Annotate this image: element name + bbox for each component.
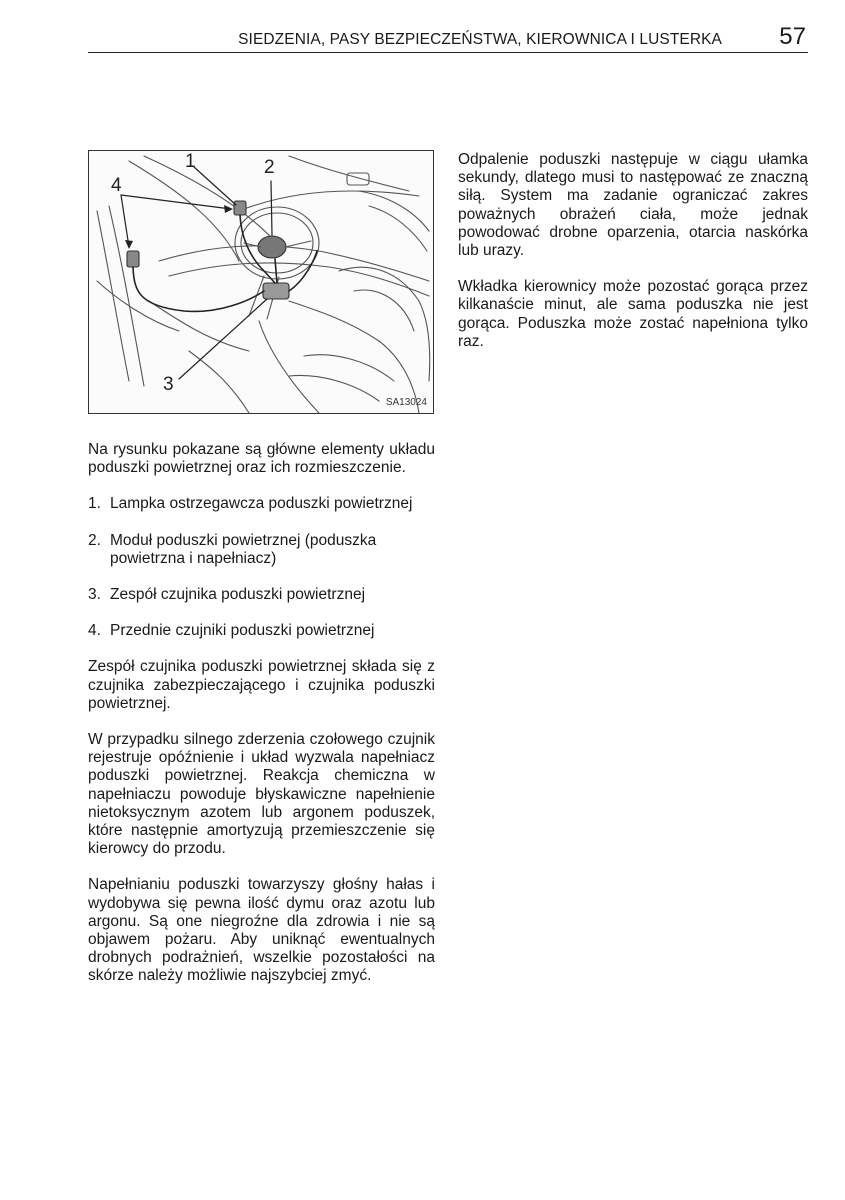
- collision-paragraph: W przypadku silnego zderzenia czołowego czujnik rejestruje opóźnienie i układ wyzwala napełniacz poduszki powietrznej. Reakcja chemiczna w napełniaczu powoduje błyskawiczne napełnienie nietoksycznym azotem lub argonem poduszek, które następnie amortyzują przemieszczenie się kierowcy do przodu.: [88, 731, 435, 858]
- list-item-number: 3.: [88, 586, 101, 604]
- inflation-paragraph: Napełnianiu poduszki towarzyszy głośny hałas i wydobywa się pewna ilość dymu oraz azotu lub argonu. Są one niegroźne dla zdrowia i nie są objawem pożaru. Aby uniknąć ewentualnych drobnych podrażnień, wszelkie pozostałości na skórze należy możliwie najszybciej zmyć.: [88, 876, 435, 985]
- callout-1: 1: [185, 151, 196, 172]
- list-item: [88, 586, 435, 604]
- header-title: SIEDZENIA, PASY BEZPIECZEŃSTWA, KIEROWNICA I LUSTERKA: [238, 31, 722, 48]
- list-item-text: Moduł poduszki powietrznej (poduszka powietrzna i napełniacz): [110, 531, 377, 567]
- callout-2: 2: [264, 157, 275, 178]
- list-item: [88, 495, 435, 513]
- left-column: [88, 441, 435, 1004]
- page-number: 57: [779, 23, 806, 50]
- callout-4: 4: [111, 175, 122, 196]
- right-column: [458, 151, 808, 369]
- page-header: [88, 23, 808, 53]
- list-item: [88, 622, 435, 640]
- list-item-text: Lampka ostrzegawcza poduszki powietrznej: [110, 495, 413, 513]
- intro-paragraph: Na rysunku pokazane są główne elementy układu poduszki powietrznej oraz ich rozmieszczenie.: [88, 441, 435, 477]
- airbag-diagram-drawing: [89, 151, 433, 413]
- sensor-paragraph: Zespół czujnika poduszki powietrznej składa się z czujnika zabezpieczającego i czujnika poduszki powietrznej.: [88, 658, 435, 712]
- airbag-diagram: [88, 150, 434, 414]
- list-item-number: 4.: [88, 622, 101, 640]
- callout-3: 3: [163, 374, 174, 395]
- steering-insert-paragraph: Wkładka kierownicy może pozostać gorąca przez kilkanaście minut, ale sama poduszka nie jest gorąca. Poduszka może zostać napełniona tylko raz.: [458, 278, 808, 350]
- list-item-text: Zespół czujnika poduszki powietrznej: [110, 586, 366, 604]
- component-list: [88, 495, 435, 640]
- deployment-paragraph: Odpalenie poduszki następuje w ciągu ułamka sekundy, dlatego musi to następować ze znaczną siłą. System ma zadanie ograniczać zakres poważnych obrażeń ciała, może jednak powodować drobne oparzenia, otarcia naskórka lub urazy.: [458, 151, 808, 260]
- list-item-number: 2.: [88, 531, 101, 549]
- list-item: [88, 532, 435, 568]
- list-item-text: Przednie czujniki poduszki powietrznej: [110, 622, 375, 640]
- list-item-number: 1.: [88, 495, 101, 513]
- figure-code: SA13024: [385, 397, 427, 408]
